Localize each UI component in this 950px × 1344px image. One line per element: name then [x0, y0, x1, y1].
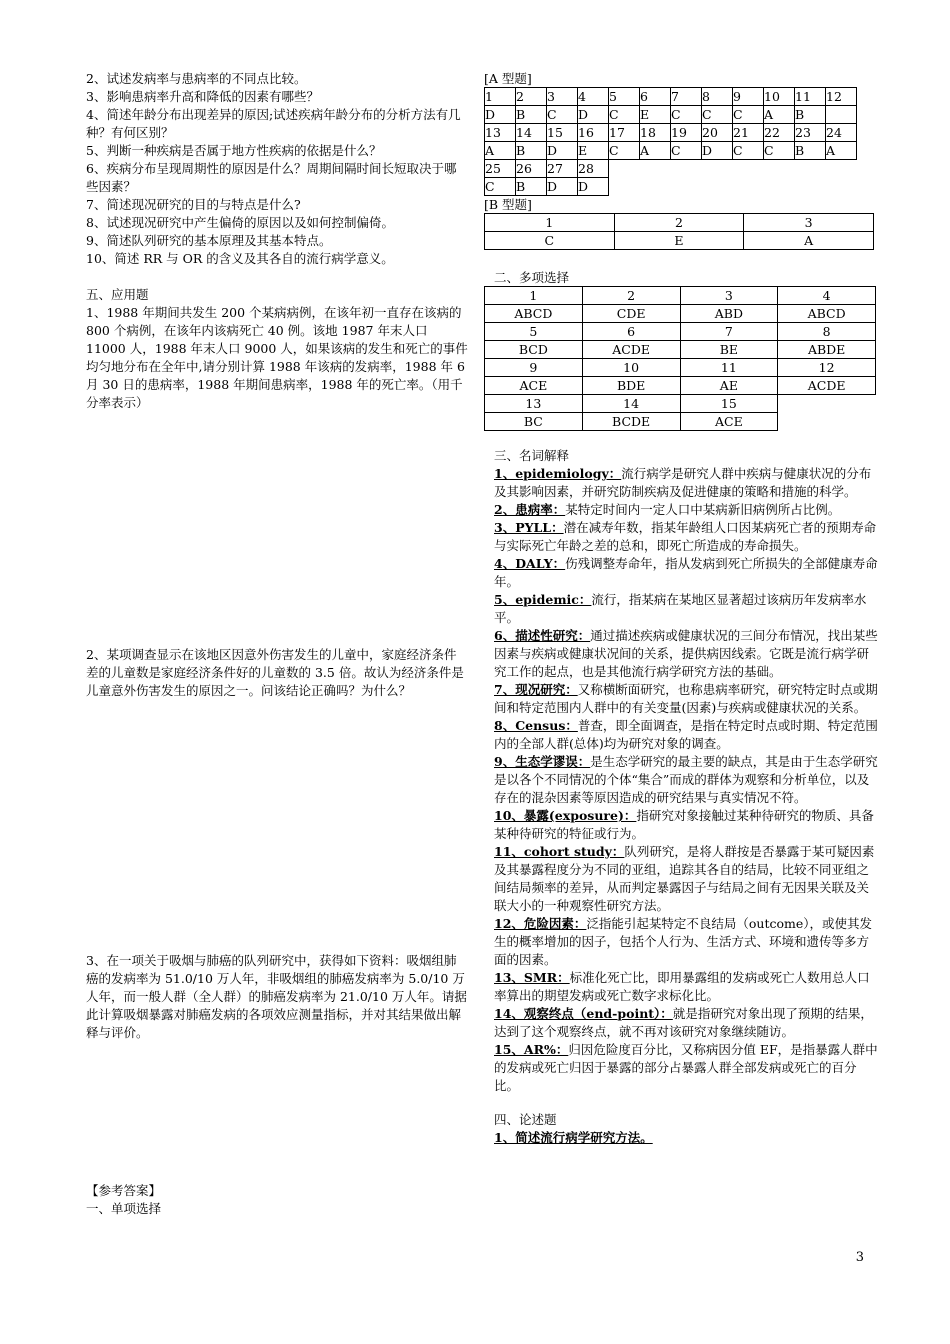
term-item	[494, 555, 879, 591]
table-cell: D	[547, 178, 578, 196]
term-key: 15、AR%：	[494, 1042, 569, 1057]
table-cell: B	[795, 142, 826, 160]
term-key: 1、epidemiology：	[494, 466, 622, 481]
table-cell	[826, 106, 857, 124]
table-cell: E	[578, 142, 609, 160]
terms-title: 三、名词解释	[494, 448, 570, 463]
multi-choice-answer-table	[484, 286, 876, 431]
right-column	[484, 70, 879, 1147]
table-cell: 5	[609, 88, 640, 106]
table-cell: 24	[826, 124, 857, 142]
table-cell: 14	[582, 395, 680, 413]
table-cell: ABCD	[485, 305, 583, 323]
table-cell: ABD	[680, 305, 778, 323]
table-cell: D	[547, 142, 578, 160]
table-row	[485, 359, 876, 377]
page-number: 3	[855, 1250, 864, 1265]
table-row	[485, 142, 857, 160]
b-type-answer-table	[484, 213, 874, 250]
table-cell: 4	[778, 287, 876, 305]
term-definition: 通过描述疾病或健康状况的三间分布情况，找出某些因素与疾病或健康状况间的关系，提供病因线索。它既是流行病学研究工作的起点，也是其他流行病学研究方法的基础。	[494, 628, 878, 679]
table-cell: 9	[485, 359, 583, 377]
table-cell: 1	[485, 214, 615, 232]
term-item	[494, 465, 879, 501]
table-cell: 26	[516, 160, 547, 178]
table-cell: 8	[702, 88, 733, 106]
term-definition: 潜在减寿年数，指某年龄组人口因某病死亡者的预期寿命与实际死亡年龄之差的总和，即死亡所造成的寿命损失。	[494, 520, 877, 553]
table-row	[485, 160, 857, 178]
table-row	[485, 323, 876, 341]
table-cell: B	[516, 178, 547, 196]
application-question-3: 3、在一项关于吸烟与肺癌的队列研究中，获得如下资料：吸烟组肺癌的发病率为 51.0/10 万人年，非吸烟组的肺癌发病率为 5.0/10 万人年，而一般人群（全人群）的肺癌发病率为 21.0/10 万人年。请据此计算吸烟暴露对肺癌发病的各项效应测量指标，并对其结果做出解释与评价。	[86, 953, 467, 1040]
table-cell: 19	[671, 124, 702, 142]
term-item	[494, 843, 879, 915]
term-key: 11、cohort study：	[494, 844, 625, 859]
table-cell: D	[578, 178, 609, 196]
table-cell: A	[826, 142, 857, 160]
table-cell: B	[516, 142, 547, 160]
table-cell: 10	[582, 359, 680, 377]
term-key: 7、现况研究：	[494, 682, 578, 697]
table-cell: 16	[578, 124, 609, 142]
b-type-label: [B 型题]	[484, 197, 532, 212]
table-cell: BDE	[582, 377, 680, 395]
table-row	[485, 413, 876, 431]
a-type-answer-table	[484, 87, 857, 196]
term-definition: 指研究对象接触过某种待研究的物质、具备某种待研究的特征或行为。	[494, 808, 874, 841]
table-cell: BCD	[485, 341, 583, 359]
table-cell: 3	[744, 214, 874, 232]
table-cell: 2	[614, 214, 744, 232]
term-key: 3、PYLL：	[494, 520, 564, 535]
table-cell: A	[485, 142, 516, 160]
table-cell: C	[733, 106, 764, 124]
table-row	[485, 232, 874, 250]
table-cell: A	[744, 232, 874, 250]
table-cell: C	[733, 142, 764, 160]
table-cell: BCDE	[582, 413, 680, 431]
table-cell: AE	[680, 377, 778, 395]
term-item	[494, 627, 879, 681]
table-cell: 5	[485, 323, 583, 341]
table-cell: ACE	[680, 413, 778, 431]
left-column	[86, 70, 468, 1218]
question-item: 2、试述发病率与患病率的不同点比较。	[86, 71, 307, 86]
question-item: 8、试述现况研究中产生偏倚的原因以及如何控制偏倚。	[86, 215, 394, 230]
question-item: 4、简述年龄分布出现差异的原因;试述疾病年龄分布的分析方法有几种？有何区别？	[86, 107, 461, 140]
application-question-1: 1、1988 年期间共发生 200 个某病病例，在该年初一直存在该病的 800 个病例，在该年内该病死亡 40 例。该地 1987 年末人口 11000 人，1988 年末人口 9000 人，如果该病的发生和死亡的事件均匀地分布在全年中,请分别计算 1988 年该病的发病率，1988 年 6 月 30 日的患病率，1988 年期间患病率，1988 年的死亡率。（用千分率表示）	[86, 305, 468, 410]
table-cell: C	[671, 142, 702, 160]
table-cell: 12	[778, 359, 876, 377]
term-definition: 就是指研究对象出现了预期的结果，达到了这个观察终点，就不再对该研究对象继续随访。	[494, 1006, 873, 1039]
term-key: 6、描述性研究：	[494, 628, 591, 643]
answer-title: 【参考答案】	[86, 1183, 162, 1198]
table-cell: B	[516, 106, 547, 124]
short-answer-questions	[86, 70, 468, 268]
table-cell: 10	[764, 88, 795, 106]
table-row	[485, 88, 857, 106]
table-cell: BE	[680, 341, 778, 359]
term-definition: 流行病学是研究人群中疾病与健康状况的分布及其影响因素，并研究防制疾病及促进健康的策略和措施的科学。	[494, 466, 872, 499]
table-cell: 13	[485, 395, 583, 413]
table-cell: ACE	[485, 377, 583, 395]
question-item: 6、疾病分布呈现周期性的原因是什么？周期间隔时间长短取决于哪些因素？	[86, 161, 457, 194]
table-cell: C	[609, 142, 640, 160]
term-key: 8、Census：	[494, 718, 578, 733]
term-definition: 流行，指某病在某地区显著超过该病历年发病率水平。	[494, 592, 867, 625]
table-cell: 9	[733, 88, 764, 106]
table-cell: 11	[795, 88, 826, 106]
essay-question-1: 1、简述流行病学研究方法。	[494, 1130, 653, 1145]
table-cell: 11	[680, 359, 778, 377]
table-cell: 18	[640, 124, 671, 142]
table-cell: C	[609, 106, 640, 124]
table-cell: 15	[547, 124, 578, 142]
table-cell: 6	[640, 88, 671, 106]
term-item	[494, 717, 879, 753]
term-item	[494, 519, 879, 555]
table-cell: C	[485, 178, 516, 196]
term-key: 10、暴露(exposure)：	[494, 808, 637, 823]
table-cell: E	[640, 106, 671, 124]
term-key: 13、SMR：	[494, 970, 570, 985]
table-row	[485, 377, 876, 395]
term-key: 2、患病率：	[494, 502, 566, 517]
table-cell: 7	[671, 88, 702, 106]
table-cell: ABCD	[778, 305, 876, 323]
table-cell: 22	[764, 124, 795, 142]
table-cell: C	[764, 142, 795, 160]
question-item: 7、简述现况研究的目的与特点是什么?	[86, 197, 301, 212]
table-cell: 8	[778, 323, 876, 341]
table-cell: 23	[795, 124, 826, 142]
table-cell: A	[764, 106, 795, 124]
table-cell: CDE	[582, 305, 680, 323]
table-row	[485, 106, 857, 124]
table-cell: ACDE	[778, 377, 876, 395]
table-cell: ACDE	[582, 341, 680, 359]
term-key: 14、观察终点（end-point）：	[494, 1006, 673, 1021]
table-cell: C	[547, 106, 578, 124]
question-item: 9、简述队列研究的基本原理及其基本特点。	[86, 233, 332, 248]
term-key: 4、DALY：	[494, 556, 566, 571]
term-definition: 普查，即全面调查，是指在特定时点或时期、特定范围内的全部人群(总体)均为研究对象的调查。	[494, 718, 878, 751]
table-cell: 7	[680, 323, 778, 341]
table-cell: A	[640, 142, 671, 160]
table-cell: C	[485, 232, 615, 250]
table-cell: D	[702, 142, 733, 160]
table-row	[485, 395, 876, 413]
term-item	[494, 753, 879, 807]
table-cell: 2	[516, 88, 547, 106]
answer-subtitle-single-choice: 一、单项选择	[86, 1201, 162, 1216]
term-definition: 泛指能引起某特定不良结局（outcome），或使其发生的概率增加的因子，包括个人行为、生活方式、环境和遗传等多方面的因素。	[494, 916, 873, 967]
term-definition: 又称横断面研究，也称患病率研究，研究特定时点或期间和特定范围内人群中的有关变量(因素)与疾病或健康状况的关系。	[494, 682, 878, 715]
table-cell: 21	[733, 124, 764, 142]
table-cell: 27	[547, 160, 578, 178]
table-cell: 4	[578, 88, 609, 106]
table-cell: 28	[578, 160, 609, 178]
term-key: 5、epidemic：	[494, 592, 592, 607]
table-row	[485, 341, 876, 359]
question-item: 5、判断一种疾病是否属于地方性疾病的依据是什么？	[86, 143, 382, 158]
table-row	[485, 214, 874, 232]
table-cell: B	[795, 106, 826, 124]
table-cell: 15	[680, 395, 778, 413]
term-definition: 队列研究，是将人群按是否暴露于某可疑因素及其暴露程度分为不同的亚组，追踪其各自的结局，比较不同亚组之间结局频率的差异，从而判定暴露因子与结局之间有无因果关联及关联大小的一种观察性研究方法。	[494, 844, 875, 913]
table-cell: D	[485, 106, 516, 124]
question-item: 10、简述 RR 与 OR 的含义及其各自的流行病学意义。	[86, 251, 394, 266]
table-cell: E	[614, 232, 744, 250]
table-row	[485, 178, 857, 196]
table-cell: BC	[485, 413, 583, 431]
term-item	[494, 681, 879, 717]
table-cell: 2	[582, 287, 680, 305]
table-row	[485, 124, 857, 142]
term-definition: 是生态学研究的最主要的缺点，其是由于生态学研究是以各个不同情况的个体“集合”而成的群体为观察和分析单位，以及存在的混杂因素等原因造成的研究结果与真实情况不符。	[494, 754, 878, 805]
application-question-2: 2、某项调查显示在该地区因意外伤害发生的儿童中，家庭经济条件差的儿童数是家庭经济条件好的儿童数的 3.5 倍。故认为经济条件是儿童意外伤害发生的原因之一。问该结论正确吗？为什么？	[86, 647, 464, 698]
table-cell: 20	[702, 124, 733, 142]
table-cell: 25	[485, 160, 516, 178]
term-item	[494, 915, 879, 969]
term-key: 12、危险因素：	[494, 916, 587, 931]
term-item	[494, 807, 879, 843]
table-cell: D	[578, 106, 609, 124]
table-cell: C	[671, 106, 702, 124]
table-cell: ABDE	[778, 341, 876, 359]
table-row	[485, 287, 876, 305]
question-item: 3、影响患病率升高和降低的因素有哪些？	[86, 89, 319, 104]
term-item	[494, 969, 879, 1005]
term-item	[494, 1005, 879, 1041]
table-cell: 1	[485, 88, 516, 106]
table-row	[485, 305, 876, 323]
table-cell: 12	[826, 88, 857, 106]
a-type-label: [A 型题]	[484, 71, 532, 86]
table-cell: 6	[582, 323, 680, 341]
term-key: 9、生态学谬误：	[494, 754, 591, 769]
multi-choice-title: 二、多项选择	[494, 270, 570, 285]
section5-title: 五、应用题	[86, 287, 149, 302]
table-cell: 17	[609, 124, 640, 142]
table-cell: 13	[485, 124, 516, 142]
table-cell: C	[702, 106, 733, 124]
table-cell: 3	[680, 287, 778, 305]
table-cell: 1	[485, 287, 583, 305]
term-item	[494, 1041, 879, 1095]
term-definition: 伤残调整寿命年，指从发病到死亡所损失的全部健康寿命年。	[494, 556, 878, 589]
term-definition: 标准化死亡比，即用暴露组的发病或死亡人数用总人口率算出的期望发病或死亡数字求标化比。	[494, 970, 870, 1003]
terms-list	[494, 465, 879, 1095]
table-cell: 3	[547, 88, 578, 106]
term-item	[494, 501, 879, 519]
essay-title: 四、论述题	[494, 1112, 557, 1127]
term-item	[494, 591, 879, 627]
table-cell: 14	[516, 124, 547, 142]
term-definition: 归因危险度百分比，又称病因分值 EF，是指暴露人群中的发病或死亡归因于暴露的部分占暴露人群全部发病或死亡的百分比。	[494, 1042, 878, 1093]
term-definition: 某特定时间内一定人口中某病新旧病例所占比例。	[565, 502, 841, 517]
